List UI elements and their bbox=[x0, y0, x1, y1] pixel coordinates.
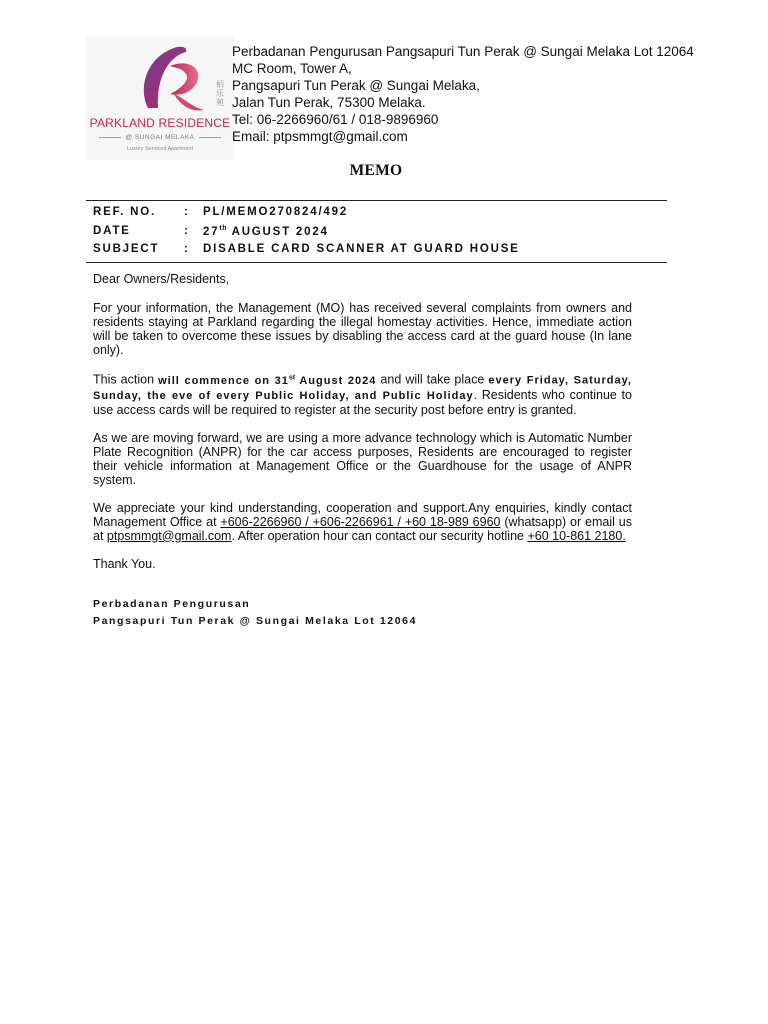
commence-suffix: st bbox=[288, 374, 296, 381]
ref-no-label: REF. NO. bbox=[93, 206, 156, 218]
contact-middle: (whatsapp) or email us at bbox=[93, 514, 632, 543]
reference-table bbox=[86, 200, 667, 263]
subject-label: SUBJECT bbox=[93, 243, 160, 255]
commence-date bbox=[158, 375, 376, 387]
logo-emblem-icon bbox=[86, 36, 234, 160]
subject-row bbox=[86, 241, 667, 260]
action-middle: and will take place bbox=[376, 372, 489, 387]
letterhead-line-organisation: Perbadanan Pengurusan Pangsapuri Tun Perak @ Sungai Melaka Lot 12064 bbox=[232, 44, 694, 59]
paragraph-contact bbox=[93, 501, 632, 543]
logo-location-text: @ SUNGAI MELAKA bbox=[125, 134, 195, 141]
paragraph-complaints: For your information, the Management (MO) has received several complaints from owners and residents staying at Parkland regarding the illegal homestay activities. Hence, immediate action will be taken to overcome these issues by disabling the access card at the guard house (In lane only). bbox=[93, 301, 632, 357]
paragraph-action bbox=[93, 371, 632, 417]
memo-body bbox=[93, 272, 632, 630]
action-intro: This action bbox=[93, 372, 159, 387]
letterhead-line-street: Jalan Tun Perak, 75300 Melaka. bbox=[232, 95, 426, 110]
closing-thanks: Thank You. bbox=[93, 556, 156, 571]
date-suffix: th bbox=[219, 224, 228, 232]
letterhead-address bbox=[232, 43, 694, 145]
contact-intro: We appreciate your kind understanding, cooperation and support.Any enquiries, kindly contact Management Office at bbox=[93, 500, 632, 529]
subject-value: DISABLE CARD SCANNER AT GUARD HOUSE bbox=[203, 243, 520, 255]
letterhead-line-phone: Tel: 06-2266960/61 / 018-9896960 bbox=[232, 112, 439, 127]
date-label: DATE bbox=[93, 224, 131, 237]
contact-after-hours: . After operation hour can contact our security hotline bbox=[231, 528, 528, 543]
subject-colon: : bbox=[184, 243, 190, 255]
ref-no-row bbox=[86, 204, 667, 223]
date-value bbox=[203, 225, 329, 238]
date-colon: : bbox=[184, 224, 190, 237]
signoff-line-1: Perbadanan Pengurusan bbox=[93, 597, 251, 610]
parkland-residence-logo bbox=[86, 36, 234, 160]
paragraph-anpr: As we are moving forward, we are using a more advance technology which is Automatic Number Plate Recognition (ANPR) for the car access purposes, Residents are encouraged to register their vehicle information at Management Office or the Guardhouse for the usage of ANPR system. bbox=[93, 430, 632, 487]
logo-tagline: Luxury Serviced Apartment bbox=[126, 146, 194, 152]
action-end: . Residents who continue to use access cards will be required to register at the security post before entry is granted. bbox=[93, 387, 632, 417]
security-hotline-link[interactable]: +60 10-861 2180. bbox=[527, 528, 626, 543]
logo-chinese-text: 栢乐苑 bbox=[216, 80, 224, 107]
signoff-line-2: Pangsapuri Tun Perak @ Sungai Melaka Lot 12064 bbox=[93, 614, 418, 627]
phone-numbers-link[interactable]: +606-2266960 / +606-2266961 / +60 18-989 6960 bbox=[220, 514, 501, 529]
salutation: Dear Owners/Residents, bbox=[93, 272, 230, 286]
letterhead-line-room: MC Room, Tower A, bbox=[232, 61, 352, 76]
memo-title: MEMO bbox=[349, 162, 403, 179]
letterhead-line-email: Email: ptpsmmgt@gmail.com bbox=[232, 129, 408, 144]
commence-text: will commence on 31 bbox=[158, 374, 289, 387]
email-link[interactable]: ptpsmmgt@gmail.com bbox=[106, 528, 232, 543]
letterhead-line-building: Pangsapuri Tun Perak @ Sungai Melaka, bbox=[232, 78, 480, 93]
action-schedule: every Friday, Saturday, Sunday, the eve of every Public Holiday, and Public Holiday bbox=[93, 374, 632, 402]
date-month-year: AUGUST 2024 bbox=[227, 225, 329, 238]
ref-no-colon: : bbox=[184, 206, 190, 218]
logo-location bbox=[86, 134, 234, 141]
date-day: 27 bbox=[203, 225, 220, 238]
date-row bbox=[86, 223, 667, 242]
signoff bbox=[93, 596, 632, 630]
logo-name: PARKLAND RESIDENCE bbox=[89, 116, 231, 130]
commence-month: August 2024 bbox=[295, 374, 377, 387]
ref-no-value: PL/MEMO270824/492 bbox=[203, 206, 349, 218]
